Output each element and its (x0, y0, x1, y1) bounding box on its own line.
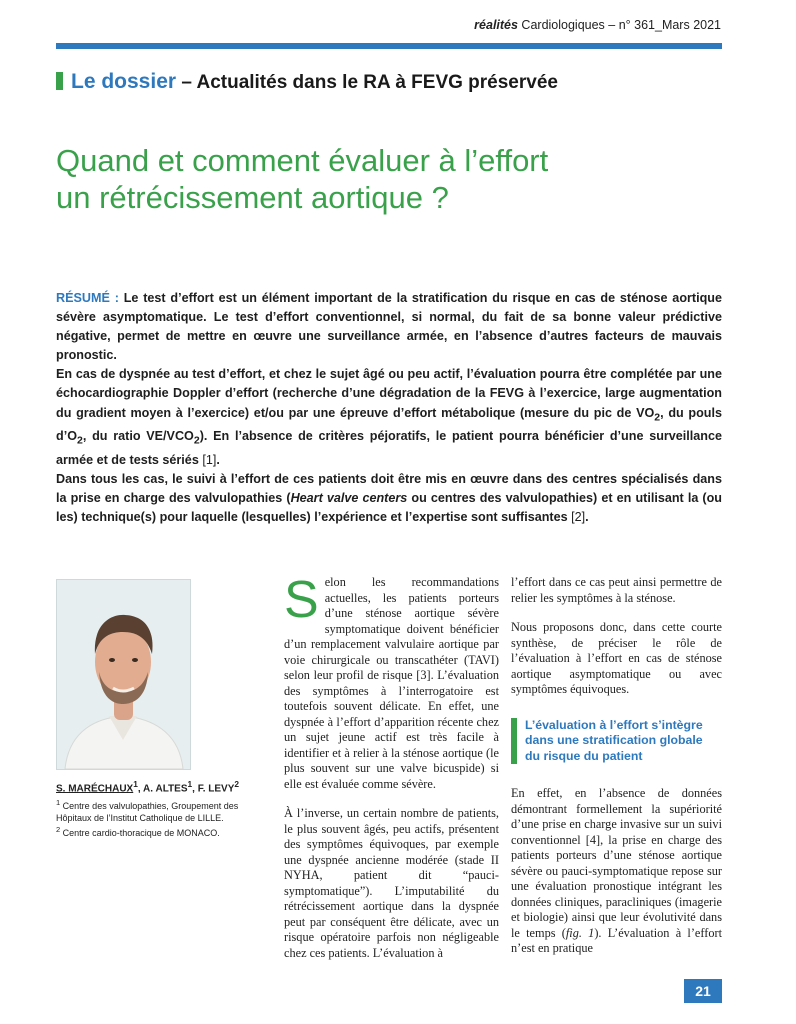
page-number: 21 (684, 979, 722, 1003)
summary-text-3b: ou centres des valvulopathies) et en utilisant la (ou les) technique(s) pour laquelle (lesquelles) l’expérience et l’expertise sont suffisantes (56, 490, 722, 525)
author-photo (56, 579, 191, 770)
body-text: En effet, en l’absence de données démontrant formellement la supériorité d’une prise en charge invasive sur un suivi conventionnel [4], la prise en charge des patients porteurs d’une sténose aortique sévère ou pauci-symptomatique repose sur une évaluation pronostique intégrant les données cliniques, paracliniques (imagerie et biologie) ainsi que leur évolutivité dans le temps ( (511, 786, 722, 940)
subscript: 2 (77, 434, 83, 447)
superscript: 1 (187, 779, 193, 789)
superscript: 1 (56, 798, 61, 808)
article-title (56, 142, 736, 216)
summary-paragraph-3 (56, 470, 722, 527)
summary-text-2e: . (216, 452, 220, 467)
figure-reference[interactable]: fig. 1 (565, 925, 595, 940)
title-line-1: Quand et comment évaluer à l’effort (56, 143, 549, 178)
journal-issue: Cardiologiques – n° 361_Mars 2021 (517, 18, 721, 32)
author-name: , F. LEVY (192, 783, 235, 795)
summary-italic: Heart valve centers (290, 490, 408, 505)
author-portrait-illustration (57, 580, 190, 769)
summary-text-2b: , du pouls d’O (56, 405, 722, 444)
header-rule (56, 43, 722, 49)
summary-text-3c: . (585, 510, 589, 525)
subscript: 2 (193, 434, 200, 447)
body-paragraph-1 (284, 571, 499, 792)
citation[interactable]: [2] (571, 510, 586, 525)
author-name: S. MARÉCHAUX (56, 783, 134, 795)
journal-header (474, 18, 721, 32)
superscript: 2 (56, 825, 61, 835)
dossier-heading (56, 70, 558, 94)
summary-text-2c: , du ratio VE/VCO (82, 429, 194, 444)
journal-brand: réalités (474, 18, 518, 32)
body-text: ). L’évaluation à l’effort n’est en pratique (511, 925, 723, 955)
author-name: , A. ALTES (137, 783, 188, 795)
body-paragraph-4: Nous proposons donc, dans cette courte synthèse, de préciser le rôle de l’évaluation à l’effort en cas de sténose aortique asymptomatique ou avec symptômes équivoques. (511, 620, 722, 696)
summary-paragraph-1 (56, 289, 722, 365)
dossier-bar (56, 72, 63, 90)
summary-paragraph-2 (56, 365, 722, 470)
affiliation-2 (56, 824, 256, 839)
subheading-line: du risque du patient (525, 748, 643, 763)
body-paragraph-5 (511, 786, 722, 957)
drop-cap: S (284, 571, 319, 629)
summary-label: RÉSUMÉ : (56, 291, 119, 305)
dossier-topic: – Actualités dans le RA à FEVG préservée (176, 72, 558, 93)
subheading-line: dans une stratification globale (525, 733, 703, 747)
citation[interactable]: [1] (202, 452, 217, 467)
dossier-label: Le dossier (71, 70, 177, 93)
affiliation-1 (56, 797, 256, 824)
summary-text-3a: Dans tous les cas, le suivi à l’effort de ces patients doit être mis en œuvre dans des centres spécialisés dans la prise en charge des valvulopathies ( (56, 471, 722, 505)
author-names (56, 778, 256, 795)
summary-text-1: Le test d’effort est un élément important de la stratification du risque en cas de sténose aortique sévère asymptomatique. Le test d’effort conventionnel, si normal, du fait de sa bonne valeur prédictive négative, permet de mettre en œuvre une surveillance armée, en l’absence d’autres facteurs de mauvais pronostic. (56, 291, 722, 363)
summary-block (56, 289, 722, 527)
superscript: 1 (133, 779, 138, 789)
summary-text-2a: En cas de dyspnée au test d’effort, et chez le sujet âgé ou peu actif, l’évaluation pourra être complétée par une échocardiographie Doppler d’effort (recherche d’une dégradation de la FEVG à l’exercice, large augmentation du gradient moyen à l’exercice) et/ou par une épreuve d’effort métabolique (mesure du pic de VO (56, 367, 722, 420)
superscript: 2 (234, 779, 240, 789)
title-line-2: un rétrécissement aortique ? (56, 180, 449, 215)
affiliation-text: Centre cardio-thoracique de MONACO. (60, 828, 220, 839)
subheading-line: L’évaluation à l’effort s’intègre (525, 717, 703, 732)
section-subheading (511, 718, 722, 765)
summary-text-2d: ). En l’absence de critères péjoratifs, le patient pourra bénéficier d’une surveillance armée et de tests sériés (56, 429, 722, 467)
body-text: elon les recommandations actuelles, les patients porteurs d’une sténose aortique sévère symptomatique doivent bénéficier d’un remplacement valvulaire aortique par voie chirurgicale ou transcathéter (TAVI) selon leur profil de risque [3]. L’évaluation des symptômes à l’interrogatoire est toutefois souvent délicate. En effet, une dyspnée à l’effort d’apparition récente chez un sujet jeune actif est très facile à identifier et à relier à la sténose aortique (le plus souvent sur une valve bicuspide) si elle est évaluée comme sévère. (284, 575, 499, 791)
body-paragraph-3: l’effort dans ce cas peut ainsi permettre de relier les symptômes à la sténose. (511, 575, 722, 605)
authors-block (56, 778, 256, 839)
subscript: 2 (654, 411, 661, 424)
body-column-1 (284, 571, 499, 975)
body-column-2 (511, 575, 722, 971)
affiliation-text: Centre des valvulopathies, Groupement des Hôpitaux de l’Institut Catholique de LILLE. (56, 801, 239, 824)
body-paragraph-2: À l’inverse, un certain nombre de patients, le plus souvent âgés, peu actifs, présentent des symptômes équivoques, par exemple une dyspnée ancienne modérée (stade II NYHA, patient dit “pauci-symptomatique”). L’imputabilité du rétrécissement aortique dans la dyspnée peut par conséquent être délicate, avec un risque opératoire parfois non négligeable chez ces patients. L’évaluation à (284, 806, 499, 960)
